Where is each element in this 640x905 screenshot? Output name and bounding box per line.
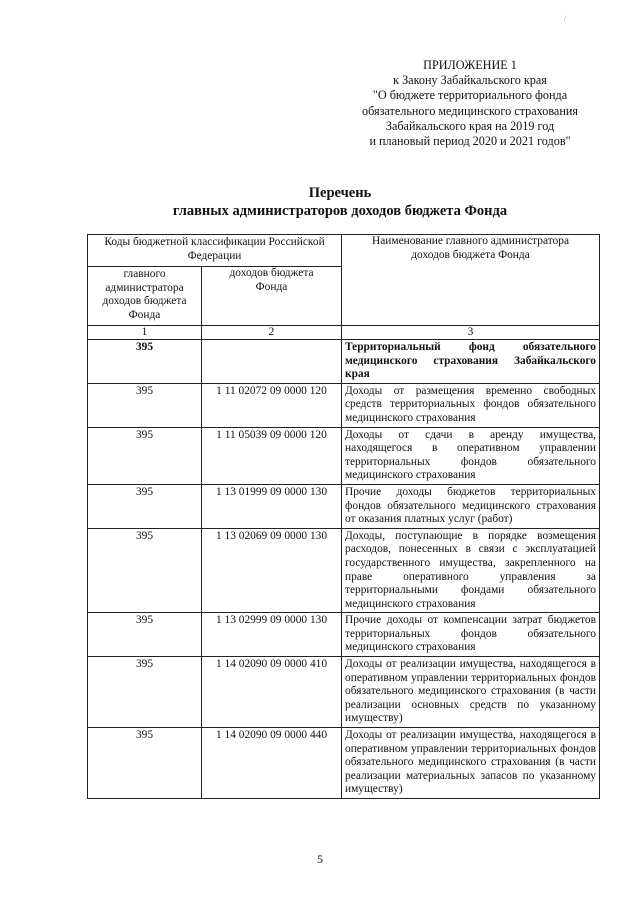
admin-code: 395	[88, 340, 202, 384]
admin-code: 395	[88, 728, 202, 799]
numbering-row	[88, 326, 600, 340]
header-admin-cell: главного администратора доходов бюджета Фонда	[88, 267, 202, 326]
appendix-header	[340, 58, 600, 149]
table-row	[88, 657, 600, 728]
income-name: Доходы от реализации имущества, находящегося в оперативном управлении территориальных фондов обязательного медицинского страхования (в части реализации материальных запасов по указанному имуществу)	[342, 728, 600, 799]
income-code: 1 11 05039 09 0000 120	[202, 427, 342, 484]
appendix-line: и плановый период 2020 и 2021 годов"	[369, 134, 571, 149]
appendix-line: ПРИЛОЖЕНИЕ 1	[423, 58, 517, 72]
income-name: Доходы от размещения временно свободных средств территориальных фондов обязательного медицинского страхования	[342, 383, 600, 427]
appendix-line: к Закону Забайкальского края	[393, 73, 547, 88]
page-number: 5	[317, 852, 323, 866]
income-code: 1 13 02069 09 0000 130	[202, 528, 342, 613]
header-row-group	[88, 235, 600, 267]
table-row	[88, 340, 600, 384]
appendix-line: обязательного медицинского страхования	[362, 103, 578, 118]
income-name: Доходы от реализации имущества, находящегося в оперативном управлении территориальных фондов обязательного медицинского страхования (в части реализации основных средств по указанному имуществу)	[342, 657, 600, 728]
income-code: 1 14 02090 09 0000 410	[202, 657, 342, 728]
admin-code: 395	[88, 657, 202, 728]
table-row	[88, 484, 600, 528]
header-name-cell: Наименование главного администратора доходов бюджета Фонда	[342, 235, 600, 326]
table-row	[88, 383, 600, 427]
income-name: Доходы, поступающие в порядке возмещения расходов, понесенных в связи с эксплуатацией государственного имущества, закрепленного на праве оперативного управления за территориальными фондами обязательного медицинского страхования	[342, 528, 600, 613]
table-row	[88, 728, 600, 799]
document-title	[90, 185, 590, 220]
admin-code: 395	[88, 484, 202, 528]
income-code: 1 13 02999 09 0000 130	[202, 613, 342, 657]
administrator-name: Территориальный фонд обязательного медицинского страхования Забайкальского края	[342, 340, 600, 384]
title-line-2: главных администраторов доходов бюджета Фонда	[172, 202, 508, 219]
income-name: Доходы от сдачи в аренду имущества, находящегося в оперативном управлении территориальных фондов обязательного медицинского страхования	[342, 427, 600, 484]
income-code: 1 14 02090 09 0000 440	[202, 728, 342, 799]
income-name: Прочие доходы от компенсации затрат бюджетов территориальных фондов обязательного медицинского страхования	[342, 613, 600, 657]
admin-code: 395	[88, 613, 202, 657]
column-number: 3	[342, 326, 600, 340]
income-code: 1 11 02072 09 0000 120	[202, 383, 342, 427]
table-row	[88, 427, 600, 484]
title-line-1: Перечень	[308, 185, 372, 201]
appendix-line: "О бюджете территориального фонда	[372, 88, 568, 103]
header-code-cell: доходов бюджета Фонда	[202, 267, 342, 326]
corner-mark: /	[564, 14, 567, 23]
admin-code: 395	[88, 528, 202, 613]
column-number: 2	[202, 326, 342, 340]
income-code	[202, 340, 342, 384]
column-number: 1	[88, 326, 202, 340]
appendix-line: Забайкальского края на 2019 год	[385, 118, 555, 133]
table-row	[88, 528, 600, 613]
table-row	[88, 613, 600, 657]
header-group-cell: Коды бюджетной классификации Российской Федерации	[88, 235, 342, 267]
income-code: 1 13 01999 09 0000 130	[202, 484, 342, 528]
administrators-table	[87, 234, 600, 799]
admin-code: 395	[88, 383, 202, 427]
admin-code: 395	[88, 427, 202, 484]
income-name: Прочие доходы бюджетов территориальных фондов обязательного медицинского страхования от оказания платных услуг (работ)	[342, 484, 600, 528]
